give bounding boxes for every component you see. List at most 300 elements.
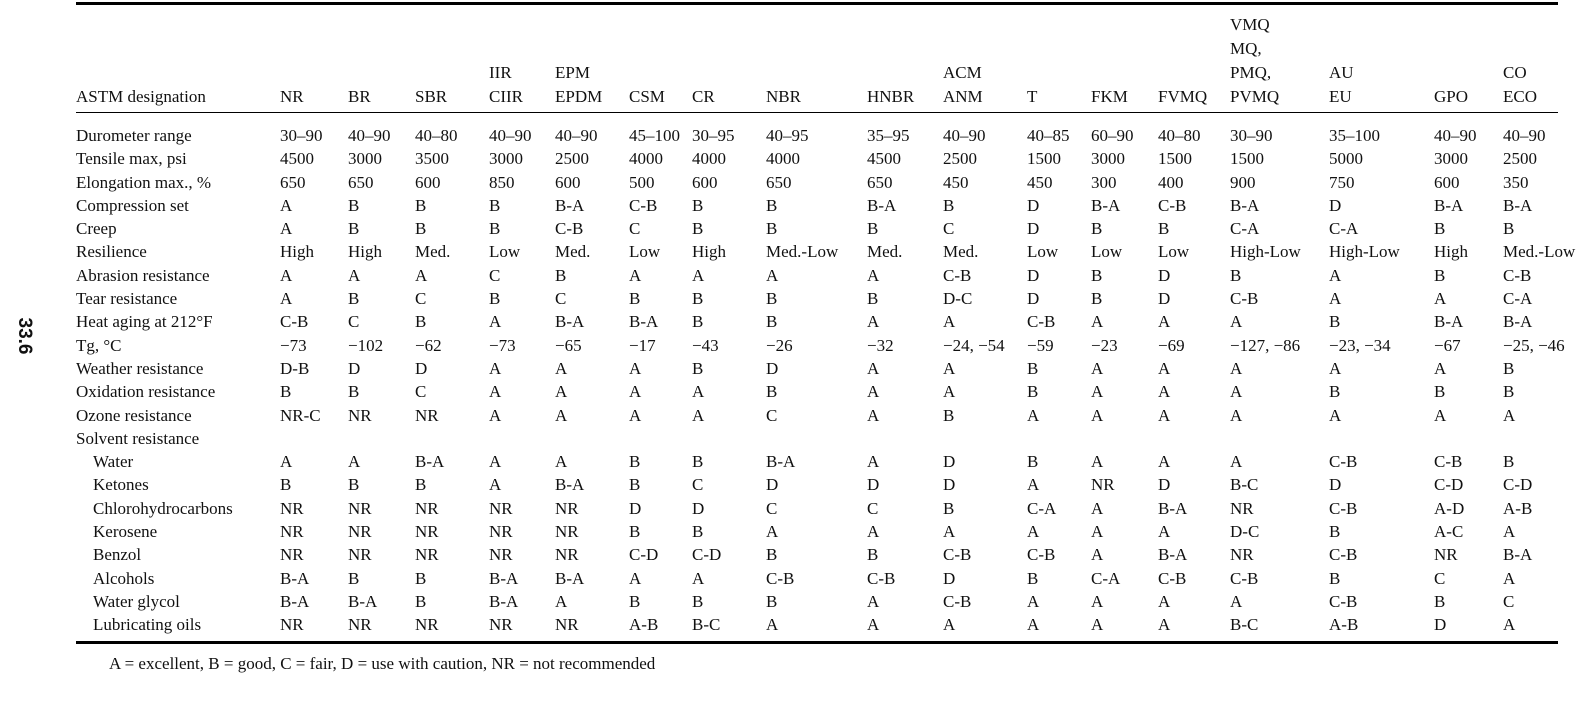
table-cell: High-Low	[1329, 242, 1400, 262]
column-header	[555, 4, 629, 113]
table-cell: B-A	[555, 312, 585, 332]
table-cell: D-C	[1230, 522, 1260, 542]
table-cell: D	[766, 475, 779, 495]
table-cell: NR	[489, 545, 513, 565]
table-cell: A	[867, 452, 880, 472]
table-cell: A	[1158, 405, 1171, 425]
table-cell: A	[1503, 568, 1516, 588]
column-header-line: PVMQ	[1230, 87, 1280, 106]
column-header-line: FVMQ	[1158, 87, 1208, 106]
table-cell: A	[555, 358, 568, 378]
table-cell: D-B	[280, 358, 310, 378]
row-label-text: Tg, °C	[76, 335, 122, 355]
table-cell: B	[415, 475, 427, 495]
table-cell	[629, 427, 692, 450]
row-label: Water	[93, 452, 134, 472]
column-header-line: EU	[1329, 87, 1352, 106]
column-header-line: CR	[692, 87, 715, 106]
column-header-line: ACM	[943, 63, 982, 82]
table-cell: B-A	[555, 475, 585, 495]
table-cell: D	[1329, 195, 1342, 215]
table-cell: 600	[1434, 172, 1460, 192]
table-cell	[1158, 427, 1230, 450]
column-header-line: CIIR	[489, 87, 523, 106]
table-cell: A	[1230, 382, 1243, 402]
table-cell: B-A	[489, 591, 519, 611]
table-cell: A	[867, 522, 880, 542]
table-cell: 650	[766, 172, 792, 192]
table-cell: B-A	[280, 591, 310, 611]
table-cell: C-B	[1329, 545, 1358, 565]
table-cell: B	[766, 382, 778, 402]
table-cell: A	[943, 312, 956, 332]
table-cell: 400	[1158, 172, 1184, 192]
table-cell: A	[943, 613, 1027, 642]
table-cell: B-A	[348, 591, 378, 611]
table-cell: B	[629, 522, 641, 542]
column-header-line: CO	[1503, 63, 1527, 82]
table-cell: 1500	[1027, 149, 1061, 169]
table-cell: B-A	[766, 452, 796, 472]
table-cell	[1329, 427, 1434, 450]
table-cell: A	[1091, 613, 1158, 642]
table-row	[76, 380, 1558, 403]
page-number: 33.6	[14, 317, 35, 355]
table-cell: NR	[555, 613, 629, 642]
table-cell: B	[943, 498, 955, 518]
table-cell	[692, 427, 766, 450]
table-cell: B	[348, 219, 360, 239]
table-cell: C-B	[1329, 452, 1358, 472]
table-cell: A	[280, 195, 293, 215]
table-cell: B	[348, 289, 360, 309]
table-cell: A-D	[1434, 498, 1465, 518]
table-body	[76, 113, 1576, 643]
column-header	[348, 4, 415, 113]
table-cell: 60–90	[1091, 126, 1134, 145]
row-label: Oxidation resistance	[76, 382, 216, 402]
table-cell: B	[415, 591, 427, 611]
table-cell: B	[692, 358, 704, 378]
row-label: Chlorohydrocarbons	[93, 498, 233, 518]
table-cell: C-B	[1503, 265, 1532, 285]
column-header	[1503, 4, 1558, 113]
column-header-line: AU	[1329, 63, 1354, 82]
table-cell: Med.-Low	[1503, 242, 1576, 262]
column-header	[1091, 4, 1158, 113]
table-cell: A	[1027, 475, 1040, 495]
table-cell	[555, 427, 629, 450]
table-cell: 40–90	[1434, 126, 1477, 145]
table-cell: B	[1230, 265, 1242, 285]
column-header-line: NBR	[766, 87, 801, 106]
row-label: Elongation max., %	[76, 172, 212, 192]
table-cell: B	[692, 591, 704, 611]
table-cell: B	[1434, 219, 1446, 239]
table-cell: A	[1091, 382, 1104, 402]
table-cell: C-B	[1158, 568, 1187, 588]
table-row	[76, 287, 1558, 310]
table-cell: C	[1503, 591, 1515, 611]
column-header	[766, 4, 867, 113]
table-cell: C	[1434, 568, 1446, 588]
column-header-line: ANM	[943, 87, 983, 106]
table-cell: B	[766, 195, 778, 215]
table-cell: 30–90	[1230, 126, 1273, 145]
column-header	[867, 4, 943, 113]
column-header	[1434, 4, 1503, 113]
table-cell: A	[555, 591, 568, 611]
table-cell: C-B	[1329, 591, 1358, 611]
column-header-line: EPM	[555, 63, 590, 82]
table-cell: Low	[1027, 242, 1059, 262]
table-cell: B-A	[1230, 195, 1260, 215]
table-row	[76, 473, 1558, 496]
table-cell: NR	[489, 498, 513, 518]
row-label: Compression set	[76, 195, 189, 215]
row-label: Alcohols	[93, 568, 155, 588]
table-cell: A	[489, 405, 502, 425]
table-cell: 40–80	[1158, 126, 1201, 145]
table-row	[76, 310, 1558, 333]
table-cell: C-D	[629, 545, 659, 565]
table-row	[76, 264, 1558, 287]
table-cell: D	[1158, 265, 1171, 285]
table-cell: C-A	[1503, 289, 1533, 309]
table-cell: B	[415, 312, 427, 332]
table-cell: C	[766, 498, 778, 518]
table-cell: B	[1027, 568, 1039, 588]
table-cell: 4000	[766, 149, 800, 169]
table-cell: C-D	[692, 545, 722, 565]
table-cell: B	[766, 289, 778, 309]
table-cell: A	[867, 312, 880, 332]
table-cell: A	[1091, 405, 1104, 425]
table-cell: D	[1027, 219, 1040, 239]
table-cell: −25, −46	[1503, 335, 1565, 355]
table-cell: −73	[280, 335, 307, 355]
table-cell: D	[867, 475, 880, 495]
table-cell: B	[692, 289, 704, 309]
column-header-line: FKM	[1091, 87, 1128, 106]
table-cell: A	[1158, 358, 1171, 378]
table-cell: −24, −54	[943, 335, 1005, 355]
table-cell: A	[348, 452, 361, 472]
table-cell: B	[1329, 312, 1341, 332]
table-cell	[1230, 427, 1329, 450]
table-cell: A-B	[1329, 613, 1434, 642]
table-cell: B	[1091, 265, 1103, 285]
table-cell: 40–90	[1503, 126, 1546, 145]
table-cell: B-C	[692, 613, 766, 642]
table-cell: B	[766, 591, 778, 611]
table-cell: B	[1434, 265, 1446, 285]
table-cell: A	[943, 382, 956, 402]
table-cell: −23	[1091, 335, 1118, 355]
column-header-line: VMQ	[1230, 15, 1270, 34]
table-cell: B	[348, 475, 360, 495]
table-cell: 40–85	[1027, 126, 1070, 145]
table-cell: B	[1027, 358, 1039, 378]
table-cell: 350	[1503, 172, 1529, 192]
table-cell: B-C	[1230, 613, 1329, 642]
table-cell: C-B	[1329, 498, 1358, 518]
table-cell: A	[867, 591, 880, 611]
column-header	[280, 4, 348, 113]
table-cell: 450	[1027, 172, 1053, 192]
table-cell: 30–95	[692, 126, 735, 145]
row-label	[76, 334, 280, 357]
table-cell: A	[943, 522, 956, 542]
table-cell: B	[766, 312, 778, 332]
table-cell: 5000	[1329, 149, 1363, 169]
elastomer-properties-table-container	[76, 2, 1576, 644]
table-cell: 40–90	[555, 126, 598, 145]
table-cell: NR	[555, 522, 579, 542]
table-cell: B	[692, 219, 704, 239]
table-cell: C	[415, 382, 427, 402]
table-cell: A	[280, 219, 293, 239]
table-cell: D	[943, 568, 956, 588]
table-cell: A	[1434, 405, 1447, 425]
table-cell: B-A	[1434, 312, 1464, 332]
row-label: Durometer range	[76, 126, 192, 145]
table-cell: High	[280, 242, 314, 262]
table-cell	[943, 427, 1027, 450]
table-cell: 3000	[489, 149, 523, 169]
table-cell: NR	[555, 545, 579, 565]
table-cell: A	[1158, 522, 1171, 542]
table-cell: C-B	[1434, 452, 1463, 472]
table-row	[76, 567, 1558, 590]
table-cell: B	[629, 452, 641, 472]
table-cell: B	[1329, 382, 1341, 402]
table-cell: A	[1329, 358, 1342, 378]
table-cell: −102	[348, 335, 384, 355]
table-cell: −59	[1027, 335, 1054, 355]
table-cell: NR	[348, 613, 415, 642]
table-cell: B	[766, 545, 778, 565]
table-cell: A	[555, 382, 568, 402]
table-cell: B	[943, 405, 955, 425]
table-cell: B	[348, 195, 360, 215]
table-cell: −62	[415, 335, 442, 355]
table-cell: 1500	[1158, 149, 1192, 169]
table-cell: A	[692, 405, 705, 425]
table-cell: A	[415, 265, 428, 285]
table-cell: B-A	[629, 312, 659, 332]
table-row	[76, 427, 1558, 450]
table-cell: −23, −34	[1329, 335, 1391, 355]
row-label: Tear resistance	[76, 289, 178, 309]
table-cell: 300	[1091, 172, 1117, 192]
table-cell: C-D	[1503, 475, 1533, 495]
table-cell: NR	[1230, 545, 1254, 565]
table-cell: C	[943, 219, 955, 239]
table-cell: −73	[489, 335, 516, 355]
table-cell	[766, 427, 867, 450]
table-cell: A	[692, 568, 705, 588]
table-cell: A	[489, 358, 502, 378]
table-cell: B	[415, 195, 427, 215]
table-cell: D	[629, 498, 642, 518]
table-cell: 40–90	[943, 126, 986, 145]
table-cell: 3500	[415, 149, 449, 169]
table-cell: D	[1329, 475, 1342, 495]
row-label: Heat aging at 212°F	[76, 312, 213, 332]
table-cell: A	[1091, 522, 1104, 542]
table-cell: B	[415, 219, 427, 239]
table-cell: A	[555, 405, 568, 425]
row-label: Abrasion resistance	[76, 265, 210, 285]
table-cell: B	[867, 545, 879, 565]
table-cell: C-B	[1027, 545, 1056, 565]
table-cell: NR	[415, 498, 439, 518]
table-cell: 600	[555, 172, 581, 192]
table-cell: Med.-Low	[766, 242, 839, 262]
table-cell: A	[692, 382, 705, 402]
table-cell: B	[1091, 289, 1103, 309]
table-cell: −69	[1158, 335, 1185, 355]
table-cell: B-A	[1091, 195, 1121, 215]
column-header-line: BR	[348, 87, 371, 106]
table-cell: B	[692, 312, 704, 332]
table-cell: A	[489, 475, 502, 495]
table-cell: High-Low	[1230, 242, 1301, 262]
table-cell: −32	[867, 335, 894, 355]
table-cell: 650	[280, 172, 306, 192]
table-cell: A-B	[1503, 498, 1533, 518]
table-cell: A	[1027, 522, 1040, 542]
table-cell: NR	[1230, 498, 1254, 518]
table-cell: D-C	[943, 289, 973, 309]
table-cell: B	[1329, 522, 1341, 542]
table-cell: B	[1027, 452, 1039, 472]
table-cell: A	[1158, 591, 1171, 611]
table-cell: A	[555, 452, 568, 472]
table-cell: A	[629, 568, 642, 588]
table-cell: A	[1230, 591, 1243, 611]
table-cell: C-B	[1230, 289, 1259, 309]
header-label: ASTM designation	[76, 4, 280, 113]
table-row	[76, 613, 1558, 642]
table-cell: 1500	[1230, 149, 1264, 169]
table-cell: C-B	[943, 591, 972, 611]
table-cell: D	[348, 358, 361, 378]
table-cell: B	[1434, 591, 1446, 611]
table-cell: C	[415, 289, 427, 309]
table-cell: 3000	[1434, 149, 1468, 169]
table-cell: A	[1158, 312, 1171, 332]
table-cell: A	[489, 312, 502, 332]
table-row	[76, 357, 1558, 380]
table-cell: A	[943, 358, 956, 378]
table-cell: B	[348, 568, 360, 588]
column-header-line: IIR	[489, 63, 512, 82]
table-cell: B	[1503, 452, 1515, 472]
table-row	[76, 171, 1558, 194]
table-cell: A	[1434, 358, 1447, 378]
column-header	[1230, 4, 1329, 113]
table-cell: A	[1027, 591, 1040, 611]
column-header-line: NR	[280, 87, 304, 106]
table-cell: B	[555, 265, 567, 285]
table-cell: −67	[1434, 335, 1461, 355]
table-cell: C	[555, 289, 567, 309]
table-cell: −43	[692, 335, 719, 355]
table-cell: B	[489, 289, 501, 309]
table-cell: C-B	[280, 312, 309, 332]
table-cell: C-B	[943, 265, 972, 285]
table-cell: A	[766, 265, 779, 285]
table-cell: A	[1329, 265, 1342, 285]
table-cell: 450	[943, 172, 969, 192]
table-row	[76, 147, 1558, 170]
table-cell: 40–95	[766, 126, 809, 145]
table-cell: 4000	[692, 149, 726, 169]
table-cell: NR	[415, 613, 489, 642]
table-cell: 30–90	[280, 126, 323, 145]
table-cell: B	[1329, 568, 1341, 588]
table-cell: A	[1027, 405, 1040, 425]
table-cell: A	[1503, 613, 1558, 642]
table-cell: C-B	[766, 568, 795, 588]
column-header	[415, 4, 489, 113]
table-cell: NR	[280, 498, 304, 518]
table-row	[76, 240, 1558, 263]
table-cell: A	[1091, 545, 1104, 565]
header-row	[76, 4, 1558, 113]
table-cell: Med.	[867, 242, 903, 262]
table-cell: B	[348, 382, 360, 402]
row-label: Benzol	[93, 545, 142, 565]
row-label: Ketones	[93, 475, 149, 495]
table-cell: C	[766, 405, 778, 425]
table-cell: A	[280, 265, 293, 285]
table-cell: NR	[348, 498, 372, 518]
table-cell: B	[1503, 219, 1515, 239]
table-cell: A	[766, 522, 779, 542]
table-cell: A	[1230, 405, 1243, 425]
table-cell: C-B	[1027, 312, 1056, 332]
table-cell: A	[280, 289, 293, 309]
column-header-line: GPO	[1434, 87, 1469, 106]
row-label: Creep	[76, 219, 117, 239]
table-cell: 40–90	[348, 126, 391, 145]
table-cell: A	[348, 265, 361, 285]
table-cell: A	[1027, 613, 1091, 642]
table-cell: B	[1158, 219, 1170, 239]
table-cell: C	[348, 312, 360, 332]
table-cell: A	[629, 405, 642, 425]
table-cell: B-A	[489, 568, 519, 588]
table-cell: 600	[415, 172, 441, 192]
table-cell: A-B	[629, 613, 692, 642]
table-cell: B-A	[1434, 195, 1464, 215]
table-cell: D	[692, 498, 705, 518]
table-cell	[489, 427, 555, 450]
table-cell: C-A	[1230, 219, 1260, 239]
table-cell: −17	[629, 335, 656, 355]
table-cell: High	[692, 242, 726, 262]
table-row	[76, 450, 1558, 473]
table-cell: B	[692, 452, 704, 472]
row-label: Tensile max, psi	[76, 149, 187, 169]
table-cell: B-C	[1230, 475, 1259, 495]
table-cell: C-B	[1158, 195, 1187, 215]
table-cell	[280, 427, 348, 450]
table-cell: A	[629, 382, 642, 402]
